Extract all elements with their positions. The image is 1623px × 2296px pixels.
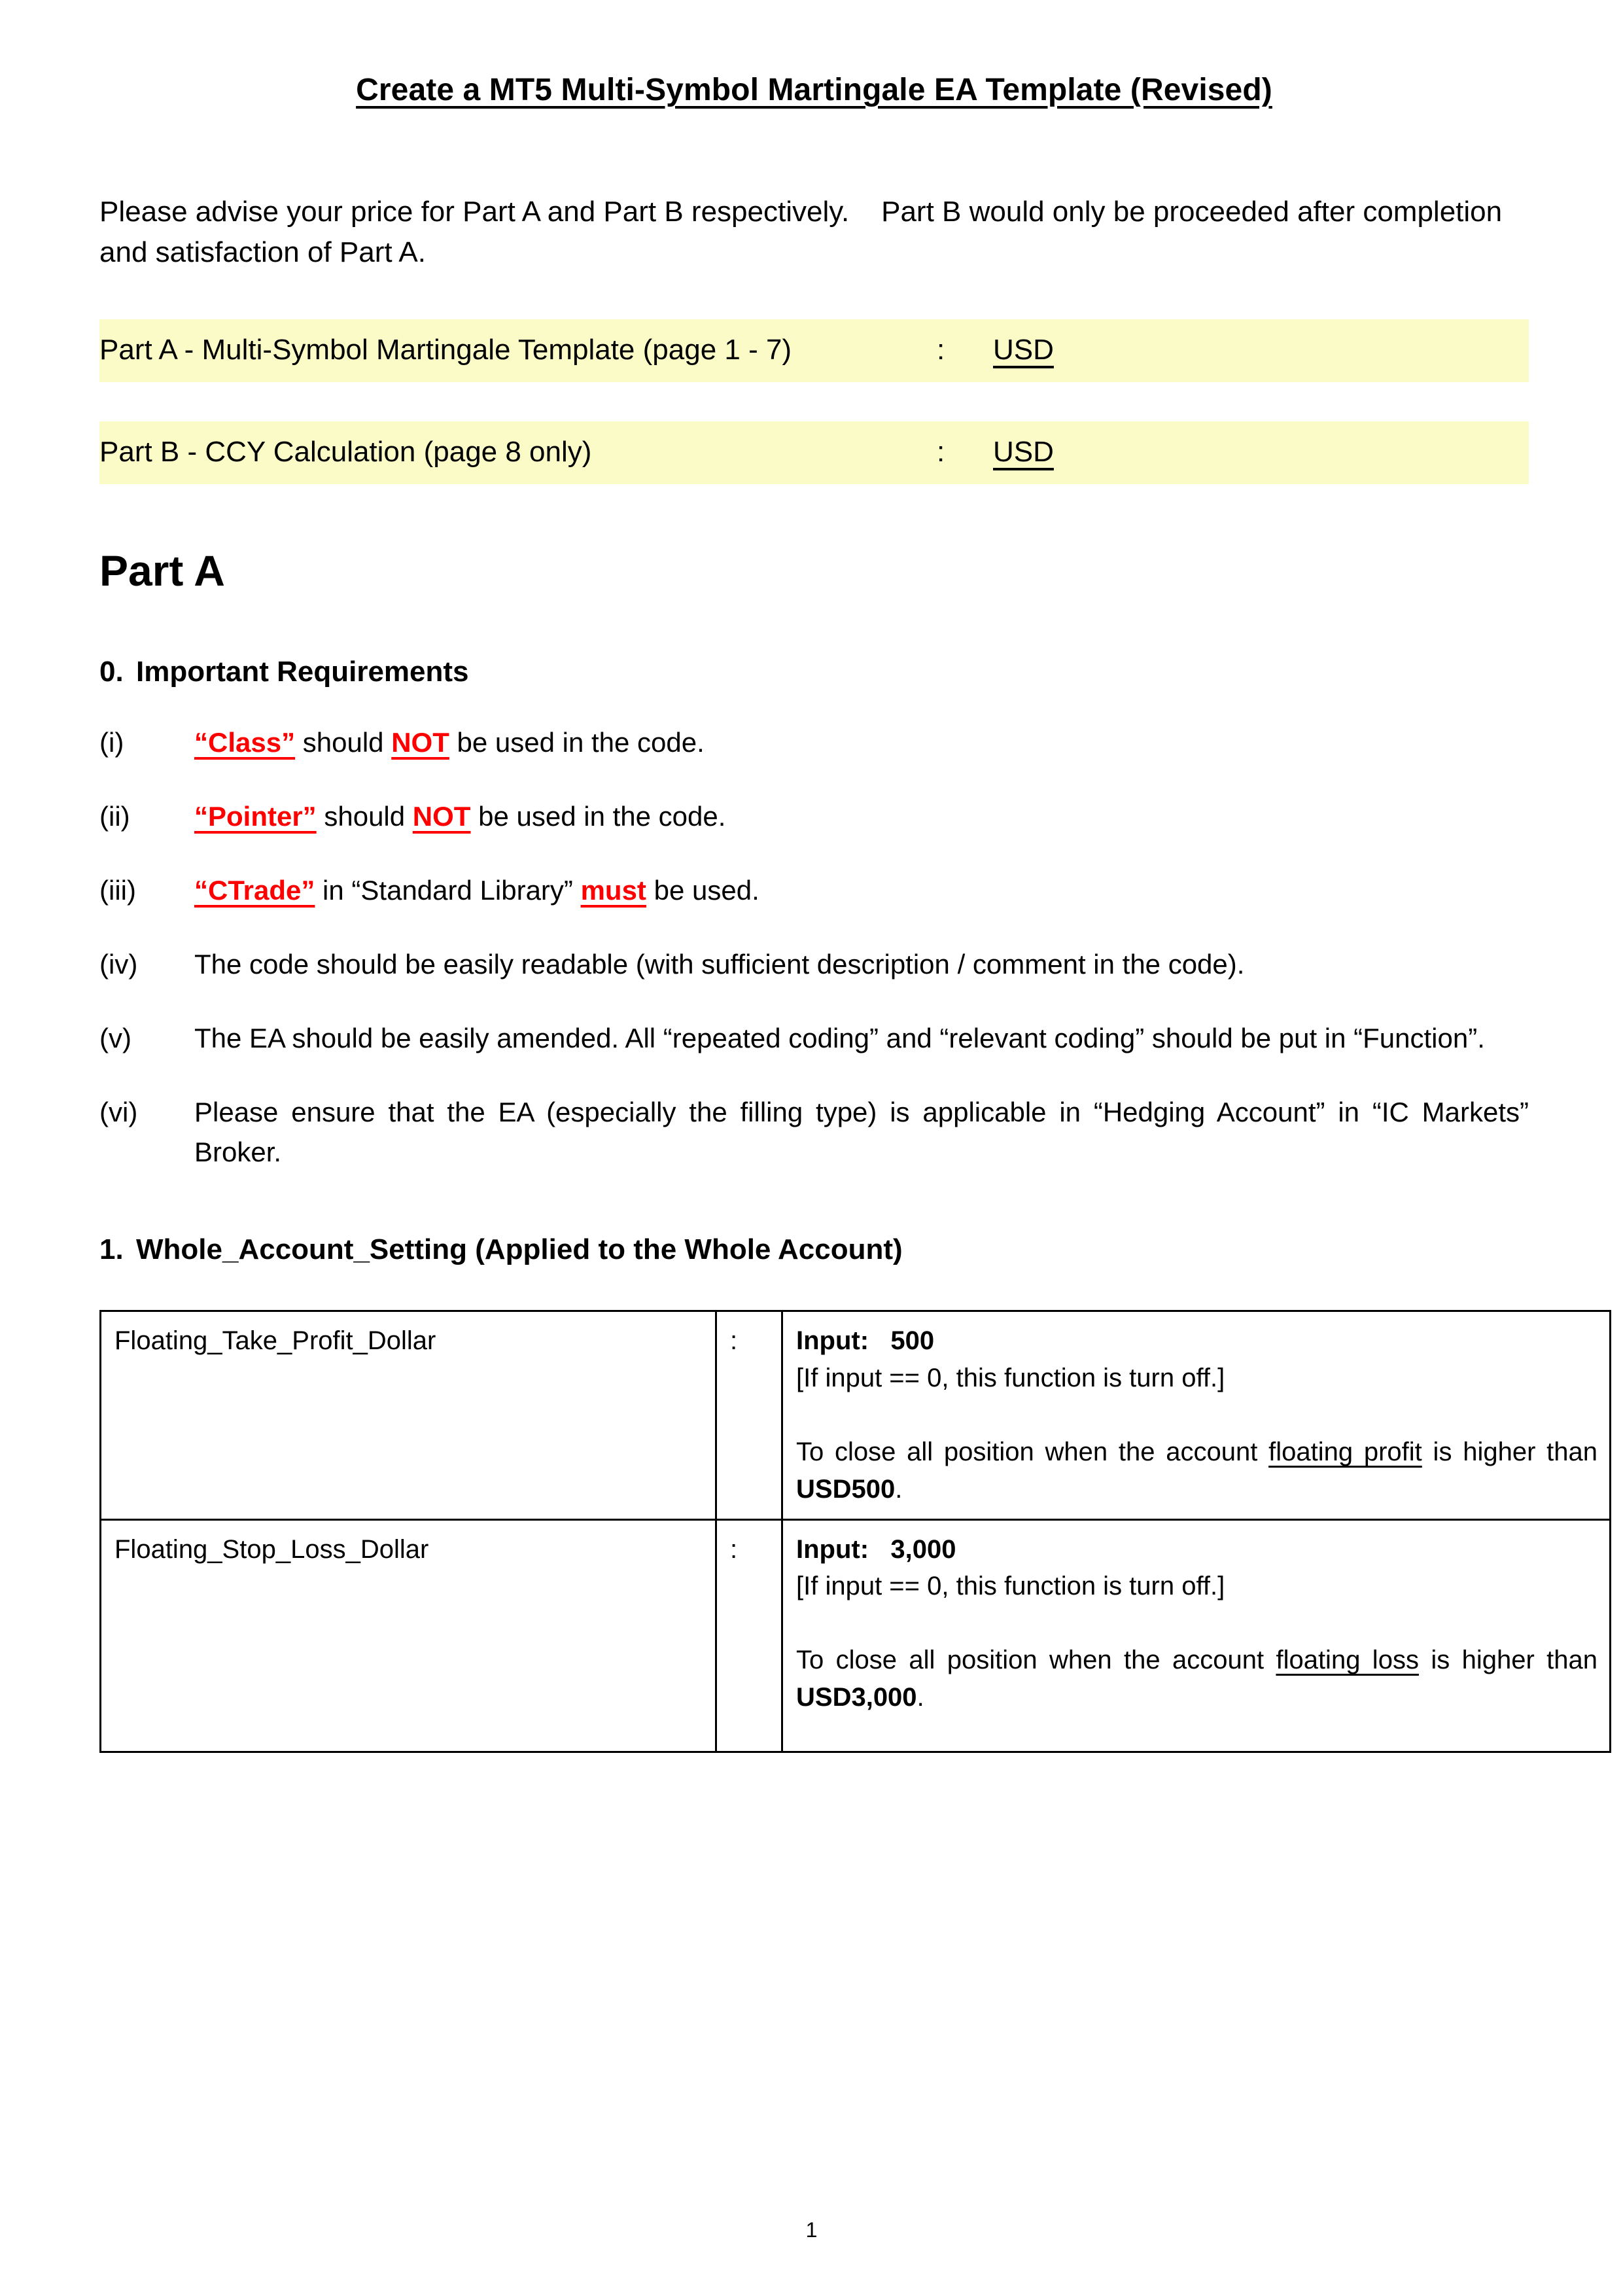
requirement-ii-seg-2: NOT <box>412 801 471 832</box>
page-number-footer: 1 <box>805 2218 818 2242</box>
setting-para-underlined-row-1: floating profit <box>1268 1437 1422 1466</box>
setting-input-gap-row-1 <box>869 1326 890 1355</box>
setting-colon-row-2: : <box>716 1519 782 1752</box>
requirement-marker-i: (i) <box>99 727 124 758</box>
pricing-colon-part-a: : <box>937 333 945 366</box>
table-row <box>101 1311 1611 1519</box>
setting-input-line-row-1 <box>796 1322 1597 1360</box>
setting-input-label-row-1: Input: <box>796 1326 869 1356</box>
intro-sentence-1: Please advise your price for Part A and Part B respectively. <box>99 196 850 228</box>
requirement-body-iv: The code should be easily readable (with sufficient description / comment in the code). <box>194 949 1245 980</box>
setting-para-lead-row-2: To close all position when the account <box>796 1646 1276 1675</box>
requirement-body-i <box>194 723 1529 763</box>
requirement-i-seg-3: be used in the code. <box>449 727 705 758</box>
pricing-currency-part-b: USD <box>993 435 1054 468</box>
whole-account-setting-table <box>99 1310 1611 1752</box>
requirement-i-seg-2: NOT <box>391 727 449 758</box>
setting-name-floating-take-profit-dollar: Floating_Take_Profit_Dollar <box>101 1311 716 1519</box>
requirement-item-vi <box>99 1093 1529 1173</box>
setting-para-middle-row-2: is higher than <box>1418 1646 1597 1675</box>
page-content <box>99 0 1597 1753</box>
setting-input-label-row-2: Input: <box>796 1534 869 1564</box>
pricing-amount-part-a[interactable] <box>993 328 1150 372</box>
setting-spacer-row-2 <box>796 1605 1597 1642</box>
requirement-item-ii <box>99 797 1529 837</box>
requirement-marker-v: (v) <box>99 1022 131 1053</box>
setting-paragraph-row-1 <box>796 1434 1597 1508</box>
setting-desc-row-1 <box>782 1311 1611 1519</box>
setting-note-row-2: [If input == 0, this function is turn off.] <box>796 1572 1225 1601</box>
requirement-body-vi: Please ensure that the EA (especially the filling type) is applicable in “Hedging Account” in “IC Markets” Broker. <box>194 1096 1529 1167</box>
requirement-i-seg-0: “Class” <box>194 727 296 758</box>
requirement-iii-seg-1: in “Standard Library” <box>315 875 581 906</box>
requirement-ii-seg-3: be used in the code. <box>470 801 726 832</box>
setting-para-tail-row-2: . <box>916 1682 924 1712</box>
requirement-iii-seg-2: must <box>580 875 646 906</box>
requirements-heading <box>99 595 1529 690</box>
setting-para-middle-row-1: is higher than <box>1422 1437 1597 1466</box>
section-1-text: Whole_Account_Setting (Applied to the Whole Account) <box>136 1233 903 1265</box>
setting-para-underlined-row-2: floating loss <box>1276 1646 1419 1675</box>
requirements-heading-number: 0. <box>99 655 124 688</box>
table-row <box>101 1519 1611 1752</box>
requirement-iii-seg-3: be used. <box>646 875 759 906</box>
setting-para-lead-row-1: To close all position when the account <box>796 1437 1269 1466</box>
setting-note-row-1: [If input == 0, this function is turn off.] <box>796 1364 1225 1393</box>
setting-paragraph-row-2 <box>796 1642 1597 1716</box>
requirement-marker-iii: (iii) <box>99 875 136 906</box>
setting-desc-row-2 <box>782 1519 1611 1752</box>
setting-colon-row-1: : <box>716 1311 782 1519</box>
setting-para-tail-row-1: . <box>895 1474 903 1504</box>
pricing-label-part-a: Part A - Multi-Symbol Martingale Template (page 1 - 7) <box>99 333 792 366</box>
pricing-label-part-b: Part B - CCY Calculation (page 8 only) <box>99 435 592 468</box>
requirement-body-ii <box>194 797 1529 837</box>
setting-input-gap-row-2 <box>869 1535 890 1564</box>
requirement-ii-seg-1: should <box>316 801 413 832</box>
setting-name-floating-stop-loss-dollar: Floating_Stop_Loss_Dollar <box>101 1519 716 1752</box>
requirement-iii-seg-0: “CTrade” <box>194 875 315 906</box>
requirement-body-iii <box>194 871 1529 911</box>
pricing-colon-part-b: : <box>937 435 945 468</box>
intro-sentence-2: Part B would only be proceeded after completion and satisfaction of Part A. <box>99 196 1503 269</box>
setting-para-bold-row-1: USD500 <box>796 1474 896 1504</box>
setting-input-value-row-1: 500 <box>890 1326 935 1356</box>
setting-para-bold-row-2: USD3,000 <box>796 1682 917 1712</box>
part-a-heading: Part A <box>99 546 225 595</box>
pricing-row-part-a <box>99 319 1529 382</box>
requirement-body-v: The EA should be easily amended. All “repeated coding” and “relevant coding” should be put in “Function”. <box>194 1022 1485 1053</box>
section-1-number: 1. <box>99 1233 124 1265</box>
requirement-item-iv <box>99 945 1529 985</box>
requirement-ii-seg-0: “Pointer” <box>194 801 317 832</box>
pricing-row-part-b <box>99 421 1529 484</box>
setting-input-value-row-2: 3,000 <box>890 1534 956 1564</box>
requirement-item-iii <box>99 871 1529 911</box>
requirement-marker-vi: (vi) <box>99 1096 138 1127</box>
section-1-heading <box>99 1173 1529 1267</box>
intro-paragraph <box>99 108 1529 274</box>
pricing-amount-part-b[interactable] <box>993 431 1150 474</box>
setting-spacer-row-1 <box>796 1397 1597 1434</box>
requirement-item-i <box>99 723 1529 763</box>
pricing-blank-part-a <box>1054 328 1150 372</box>
page-title: Create a MT5 Multi-Symbol Martingale EA Template (Revised) <box>356 73 1272 107</box>
requirement-i-seg-1: should <box>295 727 392 758</box>
setting-input-line-row-2 <box>796 1531 1597 1568</box>
pricing-currency-part-a: USD <box>993 333 1054 366</box>
requirement-item-v <box>99 1019 1529 1059</box>
intro-gap <box>849 196 881 228</box>
pricing-blank-part-b <box>1054 431 1150 474</box>
requirement-marker-ii: (ii) <box>99 801 130 832</box>
requirement-marker-iv: (iv) <box>99 949 138 980</box>
requirements-heading-text: Important Requirements <box>136 655 469 688</box>
requirements-list <box>99 723 1529 1172</box>
